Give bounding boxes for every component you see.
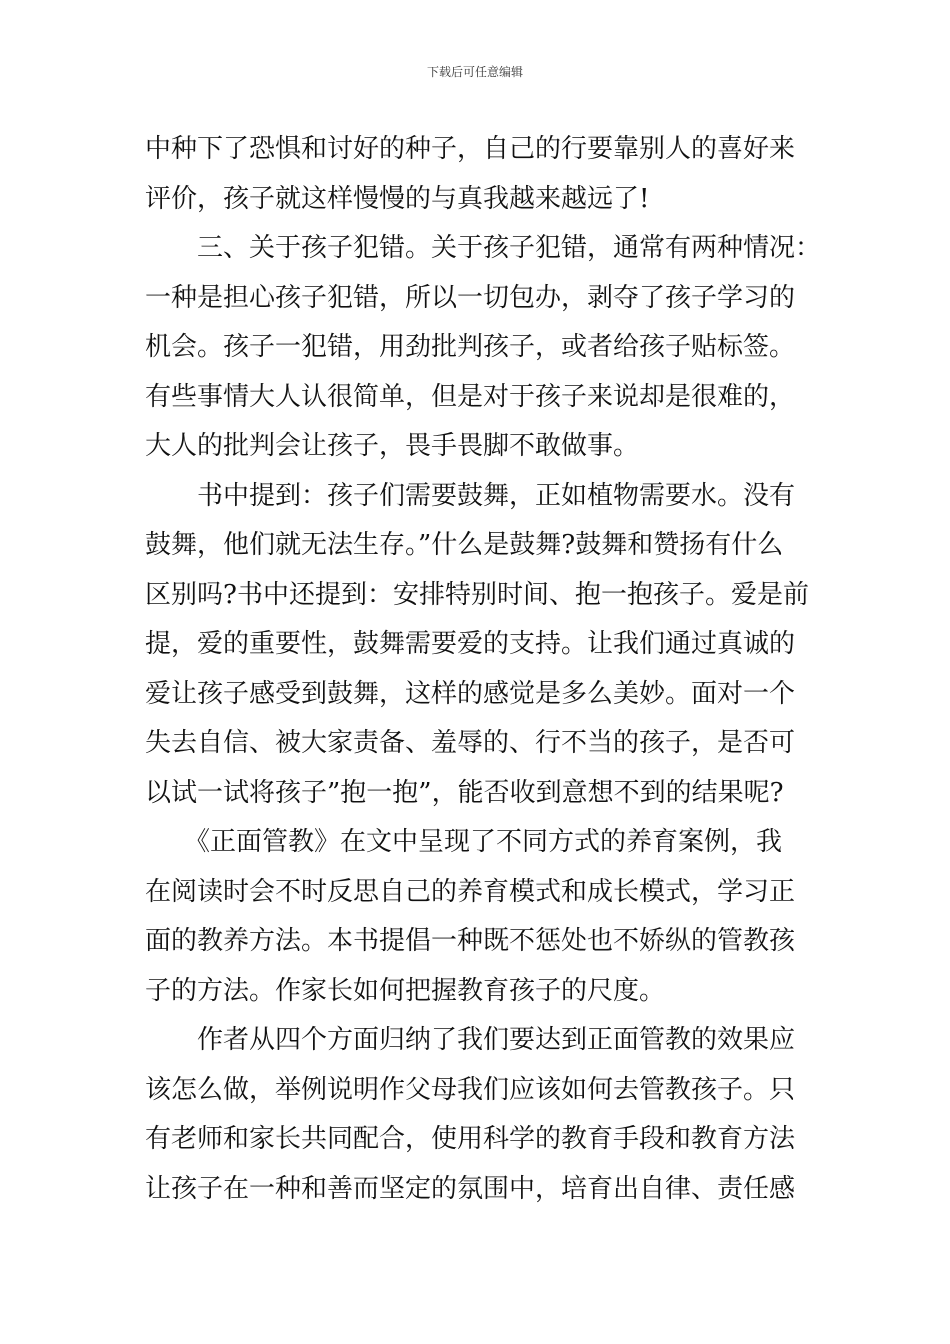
text-line: 以试一试将孩子”抱一抱”，能否收到意想不到的结果呢? bbox=[145, 777, 784, 808]
text-line: 《正面管教》在文中呈现了不同方式的养育案例，我 bbox=[145, 827, 783, 857]
text-line: 该怎么做，举例说明作父母我们应该如何去管教孩子。只 bbox=[145, 1074, 796, 1105]
text-line: 有老师和家长共同配合，使用科学的教育手段和教育方法 bbox=[145, 1124, 796, 1154]
text-line: 一种是担心孩子犯错，所以一切包办，剥夺了孩子学习的 bbox=[145, 282, 796, 313]
text-line: 在阅读时会不时反思自己的养育模式和成长模式，学习正 bbox=[145, 876, 796, 907]
text-line: 大人的批判会让孩子，畏手畏脚不敢做事。 bbox=[145, 431, 640, 461]
text-line: 子的方法。作家长如何把握教育孩子的尺度。 bbox=[145, 975, 666, 1006]
page-header: 下载后可任意编辑 bbox=[426, 65, 523, 79]
text-line: 有些事情大人认很简单，但是对于孩子来说却是很难的， bbox=[145, 381, 796, 412]
document-body bbox=[145, 125, 822, 1214]
text-line: 机会。孩子一犯错，用劲批判孩子，或者给孩子贴标签。 bbox=[145, 332, 796, 362]
text-line: 区别吗?书中还提到：安排特别时间、抱一抱孩子。爱是前 bbox=[145, 579, 809, 610]
text-line: 鼓舞，他们就无法生存。”什么是鼓舞?鼓舞和赞扬有什么 bbox=[145, 530, 784, 560]
text-line: 中种下了恐惧和讨好的种子，自己的行要靠别人的喜好来 bbox=[145, 134, 796, 164]
text-line: 爱让孩子感受到鼓舞，这样的感觉是多么美妙。面对一个 bbox=[145, 678, 796, 709]
text-line: 作者从四个方面归纳了我们要达到正面管教的效果应 bbox=[145, 1025, 796, 1055]
text-line: 书中提到：孩子们需要鼓舞，正如植物需要水。没有 bbox=[145, 480, 796, 511]
text-line: 评价，孩子就这样慢慢的与真我越来越远了! bbox=[145, 183, 650, 214]
text-line: 三、关于孩子犯错。关于孩子犯错，通常有两种情况： bbox=[145, 233, 822, 263]
text-line: 提，爱的重要性，鼓舞需要爱的支持。让我们通过真诚的 bbox=[145, 629, 796, 659]
text-line: 失去自信、被大家责备、羞辱的、行不当的孩子，是否可 bbox=[145, 728, 796, 758]
text-line: 让孩子在一种和善而坚定的氛围中，培育出自律、责任感 bbox=[145, 1173, 796, 1204]
text-line: 面的教养方法。本书提倡一种既不惩处也不娇纵的管教孩 bbox=[145, 926, 796, 956]
